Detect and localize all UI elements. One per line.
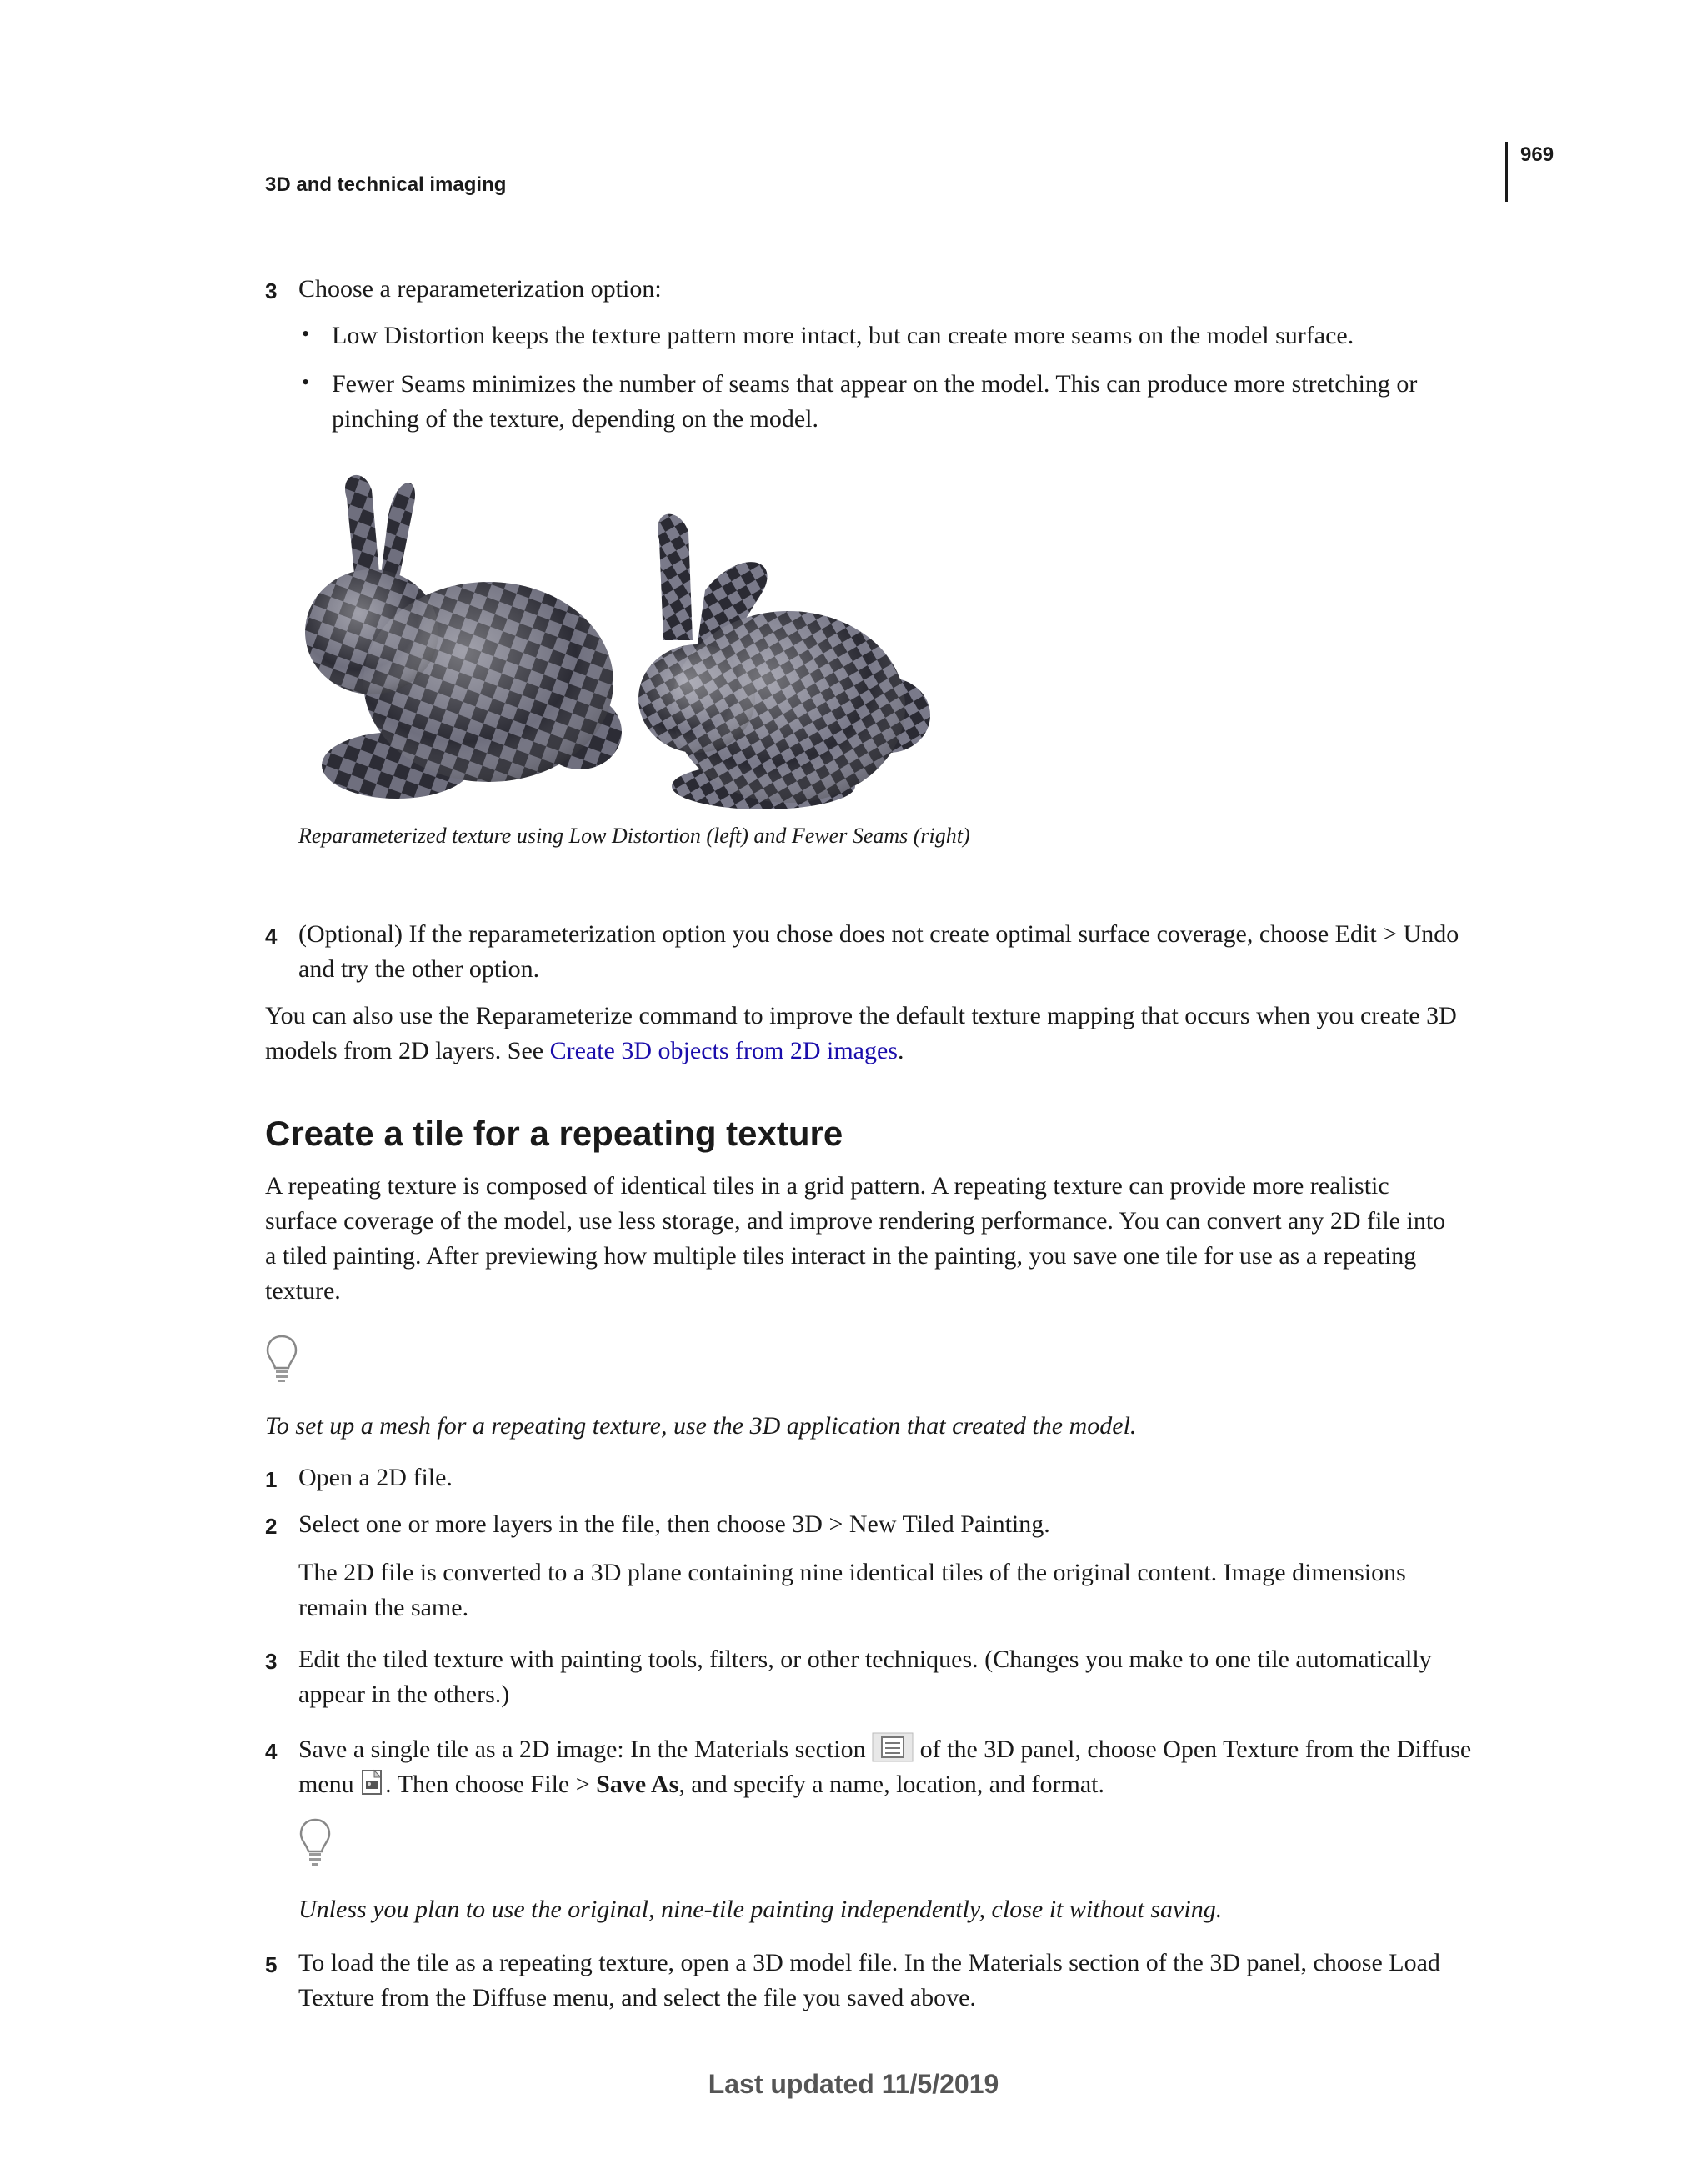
step-number: 5 <box>265 1952 278 1977</box>
paragraph-text: . <box>897 1037 904 1064</box>
section-heading: Create a tile for a repeating texture <box>265 1114 843 1153</box>
step-number: 3 <box>265 1649 278 1674</box>
paragraph-text: models from 2D layers. See <box>265 1037 550 1064</box>
intro-line: texture. <box>265 1277 341 1305</box>
step-text: Select one or more layers in the file, then choose 3D > New Tiled Painting. <box>298 1510 1050 1538</box>
tip-text: To set up a mesh for a repeating texture, use the 3D application that created the model. <box>265 1412 1137 1440</box>
step-text: Choose a reparameterization option: <box>298 275 662 303</box>
intro-line: a tiled painting. After previewing how multiple tiles interact in the painting, you save one tile for use as a repeating <box>265 1242 1417 1270</box>
intro-line: surface coverage of the model, use less storage, and improve rendering performance. You can convert any 2D file into <box>265 1207 1446 1235</box>
bullet-marker: • <box>302 370 310 394</box>
step-text: Edit the tiled texture with painting tools, filters, or other techniques. (Changes you make to one tile automatically <box>298 1646 1432 1673</box>
step-text-continued: Texture from the Diffuse menu, and select the file you saved above. <box>298 1984 976 2011</box>
intro-line: A repeating texture is composed of identical tiles in a grid pattern. A repeating texture can provide more realistic <box>265 1172 1389 1200</box>
bunny-fewer-seams <box>638 514 930 809</box>
paragraph-with-link <box>265 1034 904 1069</box>
save-as-command: Save As <box>596 1771 679 1798</box>
diffuse-menu-icon <box>360 1769 385 1797</box>
tip-text: Unless you plan to use the original, nine-tile painting independently, close it without saving. <box>298 1896 1223 1923</box>
step-text-part: , and specify a name, location, and format. <box>678 1771 1104 1798</box>
step-text-continued <box>298 1767 1104 1802</box>
lightbulb-icon <box>265 1334 298 1384</box>
create-3d-objects-link[interactable]: Create 3D objects from 2D images <box>549 1037 898 1064</box>
bunny-figure <box>297 457 964 815</box>
last-updated-footer: Last updated 11/5/2019 <box>708 2069 999 2099</box>
materials-icon <box>872 1732 914 1762</box>
step-number: 3 <box>265 278 278 303</box>
bullet-item: Fewer Seams minimizes the number of seams that appear on the model. This can produce more stretching or <box>332 370 1418 398</box>
step-subtext: remain the same. <box>298 1594 469 1621</box>
step-text-part: . Then choose File > <box>385 1771 597 1798</box>
bunny-low-distortion <box>305 475 622 799</box>
step-text: To load the tile as a repeating texture, open a 3D model file. In the Materials section of the 3D panel, choose Load <box>298 1949 1440 1976</box>
step-text-continued: and try the other option. <box>298 955 540 983</box>
paragraph: You can also use the Reparameterize command to improve the default texture mapping that occurs when you create 3D <box>265 1002 1457 1029</box>
bullet-item-continued: pinching of the texture, depending on the model. <box>332 405 819 433</box>
step-number: 4 <box>265 924 278 949</box>
figure-caption: Reparameterized texture using Low Distortion (left) and Fewer Seams (right) <box>298 824 970 848</box>
step-text <box>298 1732 1471 1767</box>
step-text: (Optional) If the reparameterization option you chose does not create optimal surface coverage, choose Edit > Undo <box>298 920 1459 948</box>
step-text-part: of the 3D panel, choose Open Texture from the Diffuse <box>914 1736 1472 1763</box>
page-number: 969 <box>1520 143 1554 166</box>
step-text-part: menu <box>298 1771 361 1798</box>
step-subtext: The 2D file is converted to a 3D plane containing nine identical tiles of the original content. Image dimensions <box>298 1559 1406 1586</box>
step-number: 1 <box>265 1467 278 1492</box>
section-header: 3D and technical imaging <box>265 173 507 196</box>
bullet-marker: • <box>302 322 310 346</box>
step-text-part: Save a single tile as a 2D image: In the Materials section <box>298 1736 873 1763</box>
step-number: 4 <box>265 1739 278 1764</box>
bullet-item: Low Distortion keeps the texture pattern more intact, but can create more seams on the model surface. <box>332 322 1354 349</box>
header-rule <box>1505 142 1508 202</box>
step-text-continued: appear in the others.) <box>298 1681 510 1708</box>
step-number: 2 <box>265 1514 278 1539</box>
step-text: Open a 2D file. <box>298 1464 453 1491</box>
lightbulb-icon <box>298 1817 332 1867</box>
